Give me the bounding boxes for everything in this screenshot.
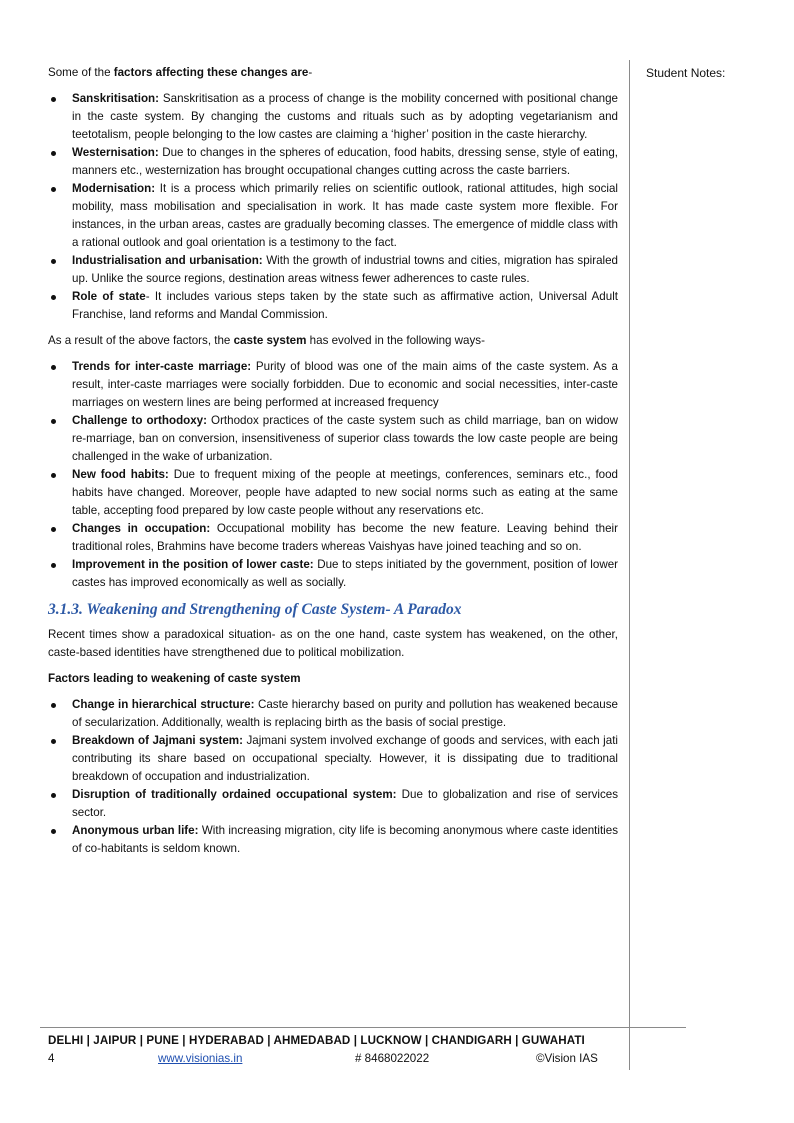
evolution-list	[48, 358, 618, 592]
result-tail: has evolved in the following ways-	[306, 334, 485, 347]
item-text: With increasing migration, city life is becoming anonymous where caste identities of co-habitants is seldom known.	[72, 824, 618, 855]
item-text: Caste hierarchy based on purity and pollution has weakened because of secularization. Additionally, wealth is replacing birth as the basis of social prestige.	[72, 698, 618, 729]
item-term: Anonymous urban life:	[72, 824, 199, 837]
intro-tail: -	[308, 66, 313, 79]
item-term: Modernisation:	[72, 182, 156, 195]
list-item	[48, 732, 618, 786]
copyright-text: ©Vision IAS	[536, 1052, 598, 1065]
list-item	[48, 696, 618, 732]
item-term: Role of state	[72, 290, 146, 303]
intro-paragraph	[48, 64, 618, 82]
result-lead: As a result of the above factors, the	[48, 334, 234, 347]
list-item	[48, 822, 618, 858]
item-term: Changes in occupation:	[72, 522, 211, 535]
result-bold: caste system	[233, 334, 307, 347]
item-term: Challenge to orthodoxy:	[72, 414, 207, 427]
item-term: Westernisation:	[72, 146, 159, 159]
footer-cities: DELHI | JAIPUR | PUNE | HYDERABAD | AHMEDABAD | LUCKNOW | CHANDIGARH | GUWAHATI	[48, 1034, 585, 1047]
list-item	[48, 556, 618, 592]
list-item	[48, 412, 618, 466]
section-heading: 3.1.3. Weakening and Strengthening of Caste System- A Paradox	[48, 601, 462, 618]
student-notes-title: Student Notes:	[646, 66, 726, 80]
list-item	[48, 358, 618, 412]
item-term: Breakdown of Jajmani system:	[72, 734, 243, 747]
intro-lead: Some of the	[48, 66, 114, 79]
item-term: Improvement in the position of lower caste:	[72, 558, 314, 571]
factors-list	[48, 90, 618, 324]
item-text: With the growth of industrial towns and cities, migration has spiraled up. Unlike the source regions, destination areas witness fewer adherences to caste rules.	[72, 254, 619, 285]
item-term: New food habits:	[72, 468, 169, 481]
phone-number: # 8468022022	[355, 1052, 430, 1065]
section-paragraph: Recent times show a paradoxical situation- as on the one hand, caste system has weakened, on the other, caste-based identities have strengthened due to political mobilization.	[48, 628, 618, 659]
item-term: Sanskritisation:	[72, 92, 159, 105]
page-number: 4	[48, 1052, 55, 1065]
item-text: Sanskritisation as a process of change is the mobility concerned with positional change in the caste system. By changing the customs and rituals such as by adopting vegetarianism and teetotalism, people belonging to the low castes are claiming a ‘higher’ position in the caste hierarchy.	[72, 92, 618, 141]
item-text: It is a process which primarily relies on scientific outlook, rational attitudes, high social mobility, mass mobilisation and specialisation in work. It has made caste system more flexible. For instances, in the urban areas, castes are gradually becoming classes. The emergence of middle class with a rational outlook and goal orientation is a testimony to the fact.	[72, 182, 618, 249]
item-text: Purity of blood was one of the main aims of the caste system. As a result, inter-caste marriages were socially forbidden. Due to economic and social necessities, inter-caste marriages on western lines are being performed at increased frequency	[72, 360, 618, 409]
list-item	[48, 288, 618, 324]
list-item	[48, 252, 618, 288]
list-item	[48, 520, 618, 556]
item-text: Occupational mobility has become the new feature. Leaving behind their traditional roles, Brahmins have become traders whereas Vaishyas have joined teaching and so on.	[72, 522, 618, 553]
item-text: Due to frequent mixing of the people at meetings, conferences, seminars etc., food habits have changed. Moreover, people have adapted to new social norms such as eating at the same table, accepting food prepared by low caste people without any reservations etc.	[72, 468, 619, 517]
item-text: - It includes various steps taken by the state such as affirmative action, Universal Adult Franchise, land reforms and Mandal Commission.	[72, 290, 618, 321]
item-text: Due to globalization and rise of services sector.	[72, 788, 618, 819]
item-text: Orthodox practices of the caste system such as child marriage, ban on widow re-marriage, ban on conversion, insensitiveness of superior class towards the low caste people are being challenged in the wake of urbanization.	[72, 414, 619, 463]
footer-divider	[40, 1027, 686, 1028]
item-text: Due to steps initiated by the government, position of lower castes has improved economically as well as socially.	[72, 558, 619, 589]
item-term: Change in hierarchical structure:	[72, 698, 255, 711]
weakening-list	[48, 696, 618, 858]
notes-divider	[629, 60, 630, 1070]
item-text: Due to changes in the spheres of education, food habits, dressing sense, style of eating, manners etc., westernization has brought occupational changes cutting across the caste barriers.	[72, 146, 618, 177]
section-subheading	[48, 670, 618, 688]
item-text: Jajmani system involved exchange of goods and services, with each jati contributing its share based on occupational specialty. However, it is dissipating due to traditional breakdown of occupation and industrialization.	[72, 734, 618, 783]
result-paragraph	[48, 332, 618, 350]
item-term: Trends for inter-caste marriage:	[72, 360, 252, 373]
subheading-text: Factors leading to weakening of caste system	[48, 672, 301, 685]
list-item	[48, 90, 618, 144]
website-link[interactable]: www.visionias.in	[158, 1052, 243, 1065]
list-item	[48, 786, 618, 822]
main-content	[48, 64, 618, 866]
intro-bold: factors affecting these changes are	[113, 66, 309, 79]
list-item	[48, 180, 618, 252]
item-term: Disruption of traditionally ordained occupational system:	[72, 788, 397, 801]
list-item	[48, 466, 618, 520]
list-item	[48, 144, 618, 180]
item-term: Industrialisation and urbanisation:	[72, 254, 263, 267]
